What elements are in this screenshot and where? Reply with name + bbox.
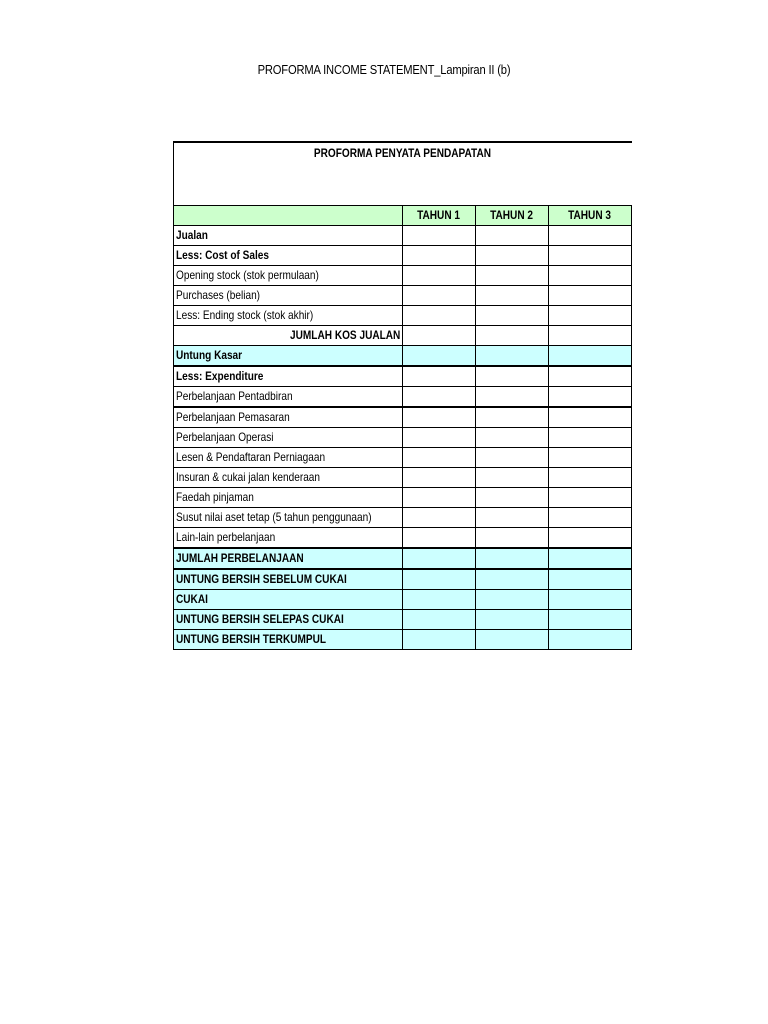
value-cell-tahun-3[interactable] — [549, 447, 632, 467]
value-cell-tahun-1[interactable] — [403, 487, 476, 507]
value-cell-tahun-3[interactable] — [549, 609, 632, 629]
row-label: JUMLAH KOS JUALAN — [174, 325, 403, 345]
value-cell-tahun-2[interactable] — [476, 507, 549, 527]
value-cell-tahun-3[interactable] — [549, 507, 632, 527]
value-cell-tahun-2[interactable] — [476, 305, 549, 325]
value-cell-tahun-3[interactable] — [549, 305, 632, 325]
value-cell-tahun-3[interactable] — [549, 265, 632, 285]
statement-row — [174, 305, 632, 325]
statement-row — [174, 589, 632, 609]
row-label: Insuran & cukai jalan kenderaan — [174, 467, 403, 487]
value-cell-tahun-1[interactable] — [403, 245, 476, 265]
value-cell-tahun-3[interactable] — [549, 245, 632, 265]
value-cell-tahun-2[interactable] — [476, 569, 549, 590]
value-cell-tahun-3[interactable] — [549, 569, 632, 590]
value-cell-tahun-2[interactable] — [476, 609, 549, 629]
value-cell-tahun-3[interactable] — [549, 527, 632, 548]
row-label: UNTUNG BERSIH TERKUMPUL — [174, 629, 403, 649]
row-label: Jualan — [174, 225, 403, 245]
column-header-tahun-1: TAHUN 1 — [403, 205, 476, 225]
statement-row — [174, 467, 632, 487]
row-label: Less: Ending stock (stok akhir) — [174, 305, 403, 325]
row-label: Lain-lain perbelanjaan — [174, 527, 403, 548]
statement-row — [174, 325, 632, 345]
statement-row — [174, 487, 632, 507]
value-cell-tahun-2[interactable] — [476, 407, 549, 428]
row-label: JUMLAH PERBELANJAAN — [174, 548, 403, 569]
row-label: UNTUNG BERSIH SELEPAS CUKAI — [174, 609, 403, 629]
row-label: Lesen & Pendaftaran Perniagaan — [174, 447, 403, 467]
value-cell-tahun-1[interactable] — [403, 629, 476, 649]
value-cell-tahun-3[interactable] — [549, 366, 632, 387]
row-label: Opening stock (stok permulaan) — [174, 265, 403, 285]
value-cell-tahun-1[interactable] — [403, 467, 476, 487]
value-cell-tahun-2[interactable] — [476, 447, 549, 467]
value-cell-tahun-3[interactable] — [549, 548, 632, 569]
value-cell-tahun-1[interactable] — [403, 325, 476, 345]
value-cell-tahun-1[interactable] — [403, 345, 476, 366]
statement-row — [174, 366, 632, 387]
row-label: Untung Kasar — [174, 345, 403, 366]
statement-row — [174, 447, 632, 467]
value-cell-tahun-1[interactable] — [403, 548, 476, 569]
statement-title: PROFORMA PENYATA PENDAPATAN — [174, 142, 632, 164]
column-header-row — [174, 205, 632, 225]
value-cell-tahun-2[interactable] — [476, 285, 549, 305]
value-cell-tahun-3[interactable] — [549, 285, 632, 305]
value-cell-tahun-3[interactable] — [549, 427, 632, 447]
row-label: Susut nilai aset tetap (5 tahun penggunaan) — [174, 507, 403, 527]
column-header-tahun-3: TAHUN 3 — [549, 205, 632, 225]
income-statement-table — [173, 141, 632, 650]
statement-row — [174, 609, 632, 629]
value-cell-tahun-2[interactable] — [476, 366, 549, 387]
value-cell-tahun-2[interactable] — [476, 265, 549, 285]
value-cell-tahun-2[interactable] — [476, 345, 549, 366]
value-cell-tahun-3[interactable] — [549, 467, 632, 487]
statement-row — [174, 569, 632, 590]
value-cell-tahun-2[interactable] — [476, 487, 549, 507]
statement-row — [174, 548, 632, 569]
income-statement-sheet — [173, 141, 631, 650]
value-cell-tahun-3[interactable] — [549, 487, 632, 507]
value-cell-tahun-1[interactable] — [403, 447, 476, 467]
value-cell-tahun-2[interactable] — [476, 245, 549, 265]
statement-row — [174, 629, 632, 649]
value-cell-tahun-1[interactable] — [403, 407, 476, 428]
statement-row — [174, 507, 632, 527]
row-label: Perbelanjaan Pemasaran — [174, 407, 403, 428]
statement-row — [174, 245, 632, 265]
value-cell-tahun-1[interactable] — [403, 507, 476, 527]
row-label: Purchases (belian) — [174, 285, 403, 305]
value-cell-tahun-1[interactable] — [403, 569, 476, 590]
value-cell-tahun-1[interactable] — [403, 366, 476, 387]
value-cell-tahun-2[interactable] — [476, 427, 549, 447]
value-cell-tahun-2[interactable] — [476, 225, 549, 245]
value-cell-tahun-2[interactable] — [476, 629, 549, 649]
statement-row — [174, 407, 632, 428]
value-cell-tahun-2[interactable] — [476, 527, 549, 548]
statement-row — [174, 427, 632, 447]
statement-title-row — [174, 142, 632, 164]
value-cell-tahun-1[interactable] — [403, 305, 476, 325]
value-cell-tahun-3[interactable] — [549, 629, 632, 649]
row-label: Less: Expenditure — [174, 366, 403, 387]
value-cell-tahun-3[interactable] — [549, 345, 632, 366]
statement-row — [174, 265, 632, 285]
row-label: Perbelanjaan Pentadbiran — [174, 386, 403, 407]
value-cell-tahun-1[interactable] — [403, 285, 476, 305]
row-label: Less: Cost of Sales — [174, 245, 403, 265]
document-title: PROFORMA INCOME STATEMENT_Lampiran II (b) — [257, 62, 511, 77]
value-cell-tahun-3[interactable] — [549, 589, 632, 609]
row-label: Perbelanjaan Operasi — [174, 427, 403, 447]
column-header-tahun-2: TAHUN 2 — [476, 205, 549, 225]
value-cell-tahun-1[interactable] — [403, 527, 476, 548]
value-cell-tahun-1[interactable] — [403, 225, 476, 245]
value-cell-tahun-1[interactable] — [403, 265, 476, 285]
value-cell-tahun-3[interactable] — [549, 386, 632, 407]
value-cell-tahun-1[interactable] — [403, 386, 476, 407]
value-cell-tahun-3[interactable] — [549, 407, 632, 428]
value-cell-tahun-3[interactable] — [549, 225, 632, 245]
row-label: CUKAI — [174, 589, 403, 609]
statement-row — [174, 386, 632, 407]
value-cell-tahun-2[interactable] — [476, 589, 549, 609]
value-cell-tahun-2[interactable] — [476, 467, 549, 487]
value-cell-tahun-1[interactable] — [403, 589, 476, 609]
row-label: UNTUNG BERSIH SEBELUM CUKAI — [174, 569, 403, 590]
header-label-cell — [174, 205, 403, 225]
value-cell-tahun-2[interactable] — [476, 548, 549, 569]
value-cell-tahun-2[interactable] — [476, 325, 549, 345]
statement-row — [174, 345, 632, 366]
statement-row — [174, 225, 632, 245]
statement-row — [174, 527, 632, 548]
blank-row — [174, 164, 632, 205]
value-cell-tahun-1[interactable] — [403, 427, 476, 447]
statement-row — [174, 285, 632, 305]
value-cell-tahun-3[interactable] — [549, 325, 632, 345]
value-cell-tahun-1[interactable] — [403, 609, 476, 629]
value-cell-tahun-2[interactable] — [476, 386, 549, 407]
row-label: Faedah pinjaman — [174, 487, 403, 507]
